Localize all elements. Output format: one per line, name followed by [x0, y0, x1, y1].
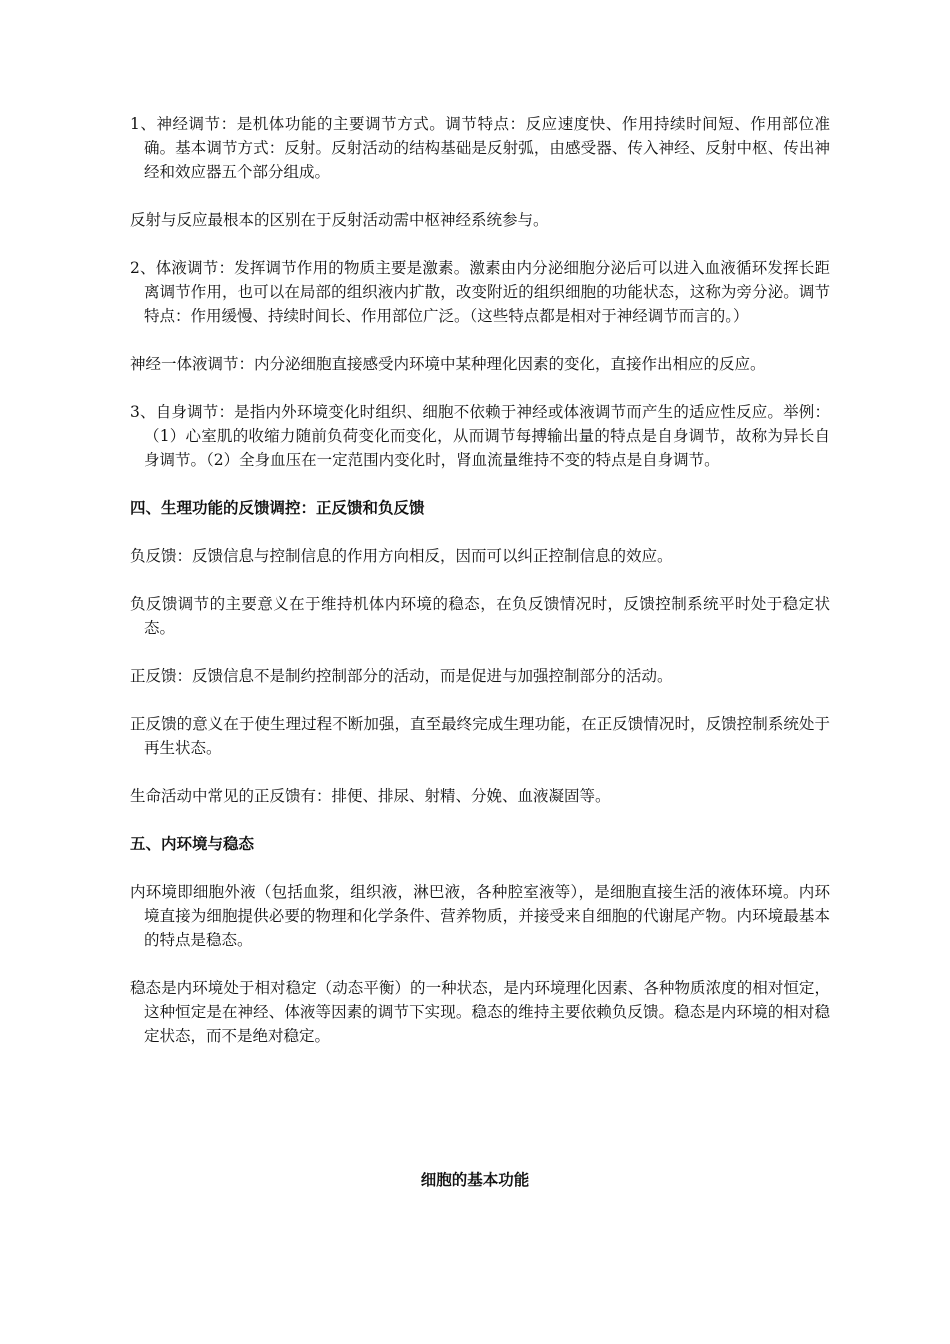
paragraph-negative-feedback-significance: 负反馈调节的主要意义在于维持机体内环境的稳态，在负反馈情况时，反馈控制系统平时处于稳定状态。	[130, 595, 830, 637]
paragraph-positive-feedback-examples: 生命活动中常见的正反馈有：排便、排尿、射精、分娩、血液凝固等。	[130, 787, 611, 805]
paragraph-negative-feedback: 负反馈：反馈信息与控制信息的作用方向相反，因而可以纠正控制信息的效应。	[130, 547, 673, 565]
paragraph-internal-environment: 内环境即细胞外液（包括血浆，组织液，淋巴液，各种腔室液等），是细胞直接生活的液体环境。内环境直接为细胞提供必要的物理和化学条件、营养物质，并接受来自细胞的代谢尾产物。内环境最基本的特点是稳态。	[130, 883, 830, 949]
paragraph-homeostasis: 稳态是内环境处于相对稳定（动态平衡）的一种状态，是内环境理化因素、各种物质浓度的相对恒定，这种恒定是在神经、体液等因素的调节下实现。稳态的维持主要依赖负反馈。稳态是内环境的相对稳定状态，而不是绝对稳定。	[130, 979, 830, 1045]
paragraph-neuro-humoral-regulation: 神经一体液调节：内分泌细胞直接感受内环境中某种理化因素的变化，直接作出相应的反应。	[130, 355, 766, 373]
section-heading-feedback: 四、生理功能的反馈调控：正反馈和负反馈	[130, 498, 425, 517]
paragraph-positive-feedback: 正反馈：反馈信息不是制约控制部分的活动，而是促进与加强控制部分的活动。	[130, 667, 673, 685]
chapter-title: 细胞的基本功能	[420, 1170, 530, 1189]
document-body	[130, 112, 830, 1048]
paragraph-positive-feedback-significance: 正反馈的意义在于使生理过程不断加强，直至最终完成生理功能，在正反馈情况时，反馈控制系统处于再生状态。	[130, 715, 830, 757]
paragraph-humoral-regulation: 2、体液调节：发挥调节作用的物质主要是激素。激素由内分泌细胞分泌后可以进入血液循环发挥长距离调节作用，也可以在局部的组织液内扩散，改变附近的组织细胞的功能状态，这称为旁分泌。调节特点：作用缓慢、持续时间长、作用部位广泛。（这些特点都是相对于神经调节而言的。）	[130, 259, 830, 325]
paragraph-autoregulation: 3、自身调节：是指内外环境变化时组织、细胞不依赖于神经或体液调节而产生的适应性反应。举例：（1）心室肌的收缩力随前负荷变化而变化，从而调节每搏输出量的特点是自身调节，故称为异长自身调节。（2）全身血压在一定范围内变化时，肾血流量维持不变的特点是自身调节。	[130, 403, 830, 469]
section-heading-internal-environment: 五、内环境与稳态	[130, 834, 255, 853]
paragraph-reflex-vs-reaction: 反射与反应最根本的区别在于反射活动需中枢神经系统参与。	[130, 211, 549, 229]
paragraph-neural-regulation: 1、神经调节：是机体功能的主要调节方式。调节特点：反应速度快、作用持续时间短、作用部位准确。基本调节方式：反射。反射活动的结构基础是反射弧，由感受器、传入神经、反射中枢、传出神经和效应器五个部分组成。	[130, 115, 830, 181]
